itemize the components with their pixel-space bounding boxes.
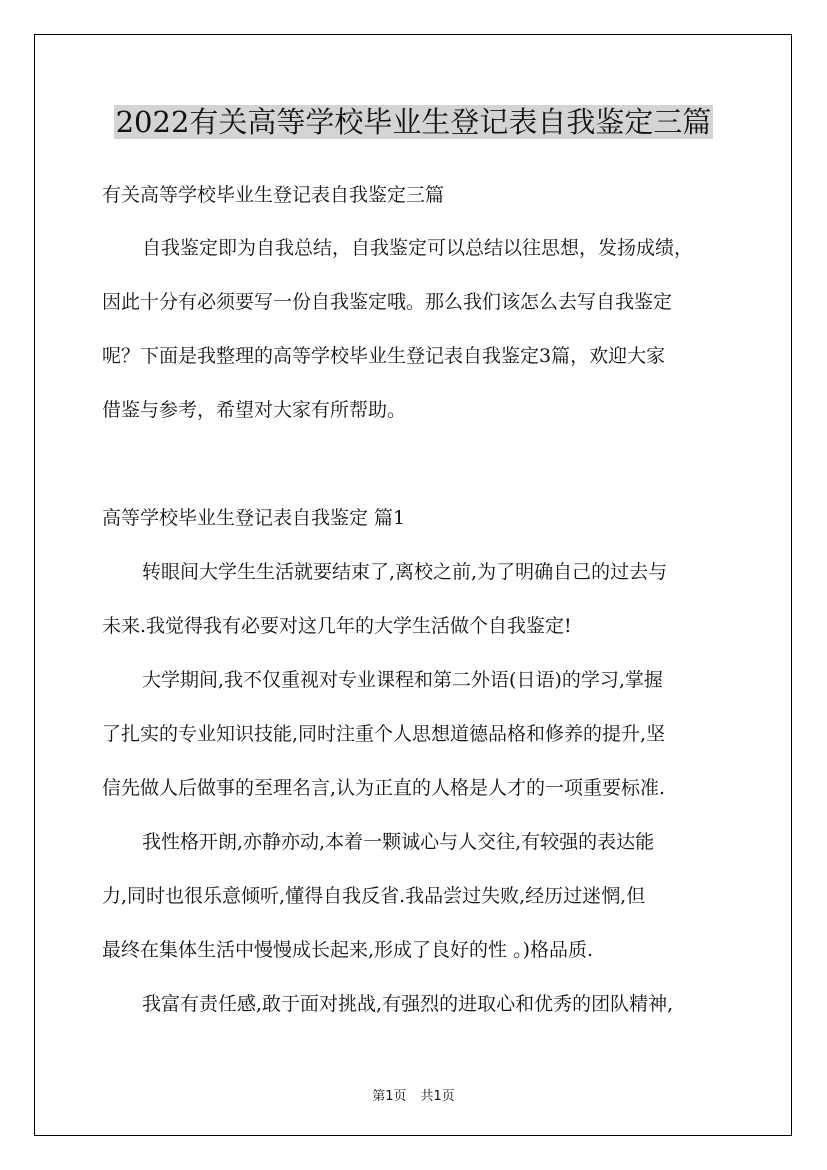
body-line: 我富有责任感,敢于面对挑战,有强烈的进取心和优秀的团队精神,	[142, 993, 674, 1015]
body-line: 转眼间大学生生活就要结束了,离校之前,为了明确自己的过去与	[142, 561, 668, 583]
intro-line: 自我鉴定即为自我总结，自我鉴定可以总结以往思想，发扬成绩，	[142, 237, 694, 259]
page-total: 共1页	[420, 1089, 455, 1104]
page-number: 第1页	[372, 1089, 407, 1104]
body-line: 我性格开朗,亦静亦动,本着一颗诚心与人交往,有较强的表达能	[142, 831, 655, 853]
section-heading: 高等学校毕业生登记表自我鉴定 篇1	[102, 507, 406, 529]
document-title: 2022有关高等学校毕业生登记表自我鉴定三篇	[115, 105, 712, 139]
body-line: 最终在集体生活中慢慢成长起来,形成了良好的性 。)格品质.	[102, 939, 594, 961]
intro-line: 借鉴与参考，希望对大家有所帮助。	[102, 399, 407, 421]
body-line: 信先做人后做事的至理名言,认为正直的人格是人才的一项重要标准.	[102, 777, 666, 799]
intro-line: 因此十分有必须要写一份自我鉴定哦。那么我们该怎么去写自我鉴定	[102, 291, 673, 313]
body-line: 大学期间,我不仅重视对专业课程和第二外语(日语)的学习,掌握	[142, 669, 663, 691]
body-line: 未来.我觉得我有必要对这几年的大学生活做个自我鉴定!	[102, 615, 572, 637]
document-title-wrap	[0, 101, 827, 143]
page-footer	[0, 1085, 827, 1104]
document-subtitle: 有关高等学校毕业生登记表自我鉴定三篇	[102, 184, 445, 206]
body-line: 了扎实的专业知识技能,同时注重个人思想道德品格和修养的提升,坚	[102, 723, 666, 745]
intro-line: 呢？下面是我整理的高等学校毕业生登记表自我鉴定3篇，欢迎大家	[102, 345, 666, 367]
body-line: 力,同时也很乐意倾听,懂得自我反省.我品尝过失败,经历过迷惘,但	[102, 885, 646, 907]
